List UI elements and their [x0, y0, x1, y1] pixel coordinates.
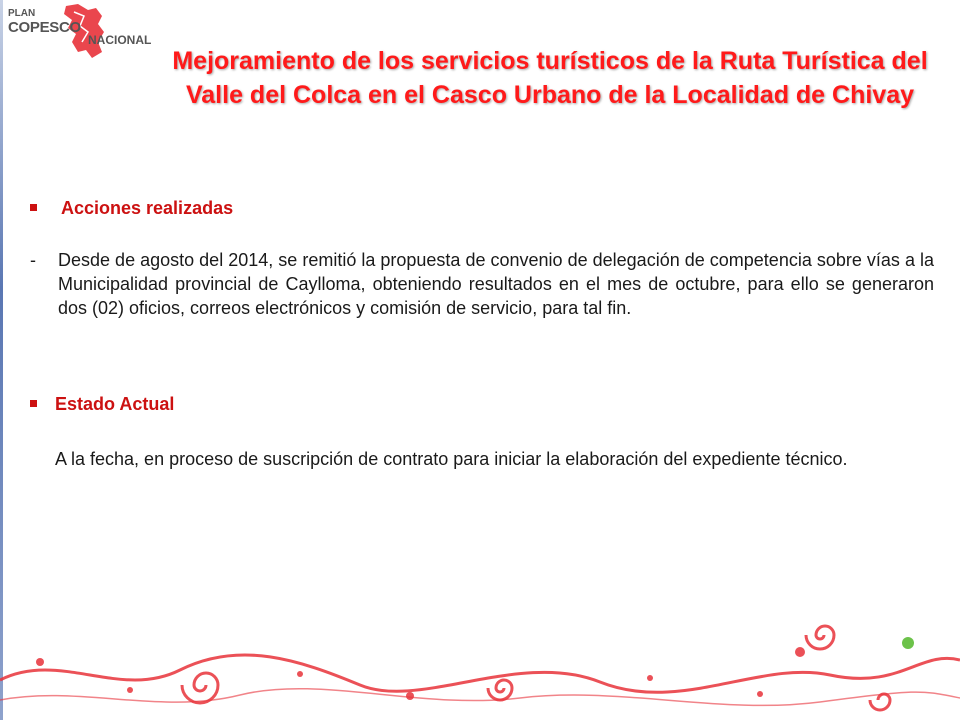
acciones-text: Desde de agosto del 2014, se remitió la propuesta de convenio de delegación de competencia sobre vías a la Municipalidad provincial de Caylloma, obteniendo resultados en el mes de octubre, para ello se generaron dos (02) oficios, correos electrónicos y comisión de servicio, para tal fin.	[58, 250, 934, 318]
logo-plan-text: PLAN	[8, 8, 36, 19]
heading-estado-actual	[30, 394, 174, 415]
green-dot-icon	[902, 637, 914, 649]
logo-nacional-text: NACIONAL	[88, 33, 152, 47]
heading-acciones-label: Acciones realizadas	[61, 198, 234, 218]
plan-copesco-logo	[6, 2, 166, 58]
dash-bullet: -	[30, 250, 36, 270]
acciones-paragraph	[30, 248, 934, 320]
estado-text: A la fecha, en proceso de suscripción de contrato para iniciar la elaboración del expediente técnico.	[55, 449, 848, 469]
heading-acciones-realizadas	[30, 198, 233, 219]
square-bullet-icon	[30, 204, 37, 211]
square-bullet-icon	[30, 400, 37, 407]
logo-copesco-text: COPESCO	[8, 19, 81, 36]
heading-estado-label: Estado Actual	[55, 394, 175, 414]
slide-title: Mejoramiento de los servicios turísticos de la Ruta Turística del Valle del Colca en el Casco Urbano de la Localidad de Chivay	[172, 47, 928, 109]
decorative-swirl-border	[0, 590, 960, 720]
